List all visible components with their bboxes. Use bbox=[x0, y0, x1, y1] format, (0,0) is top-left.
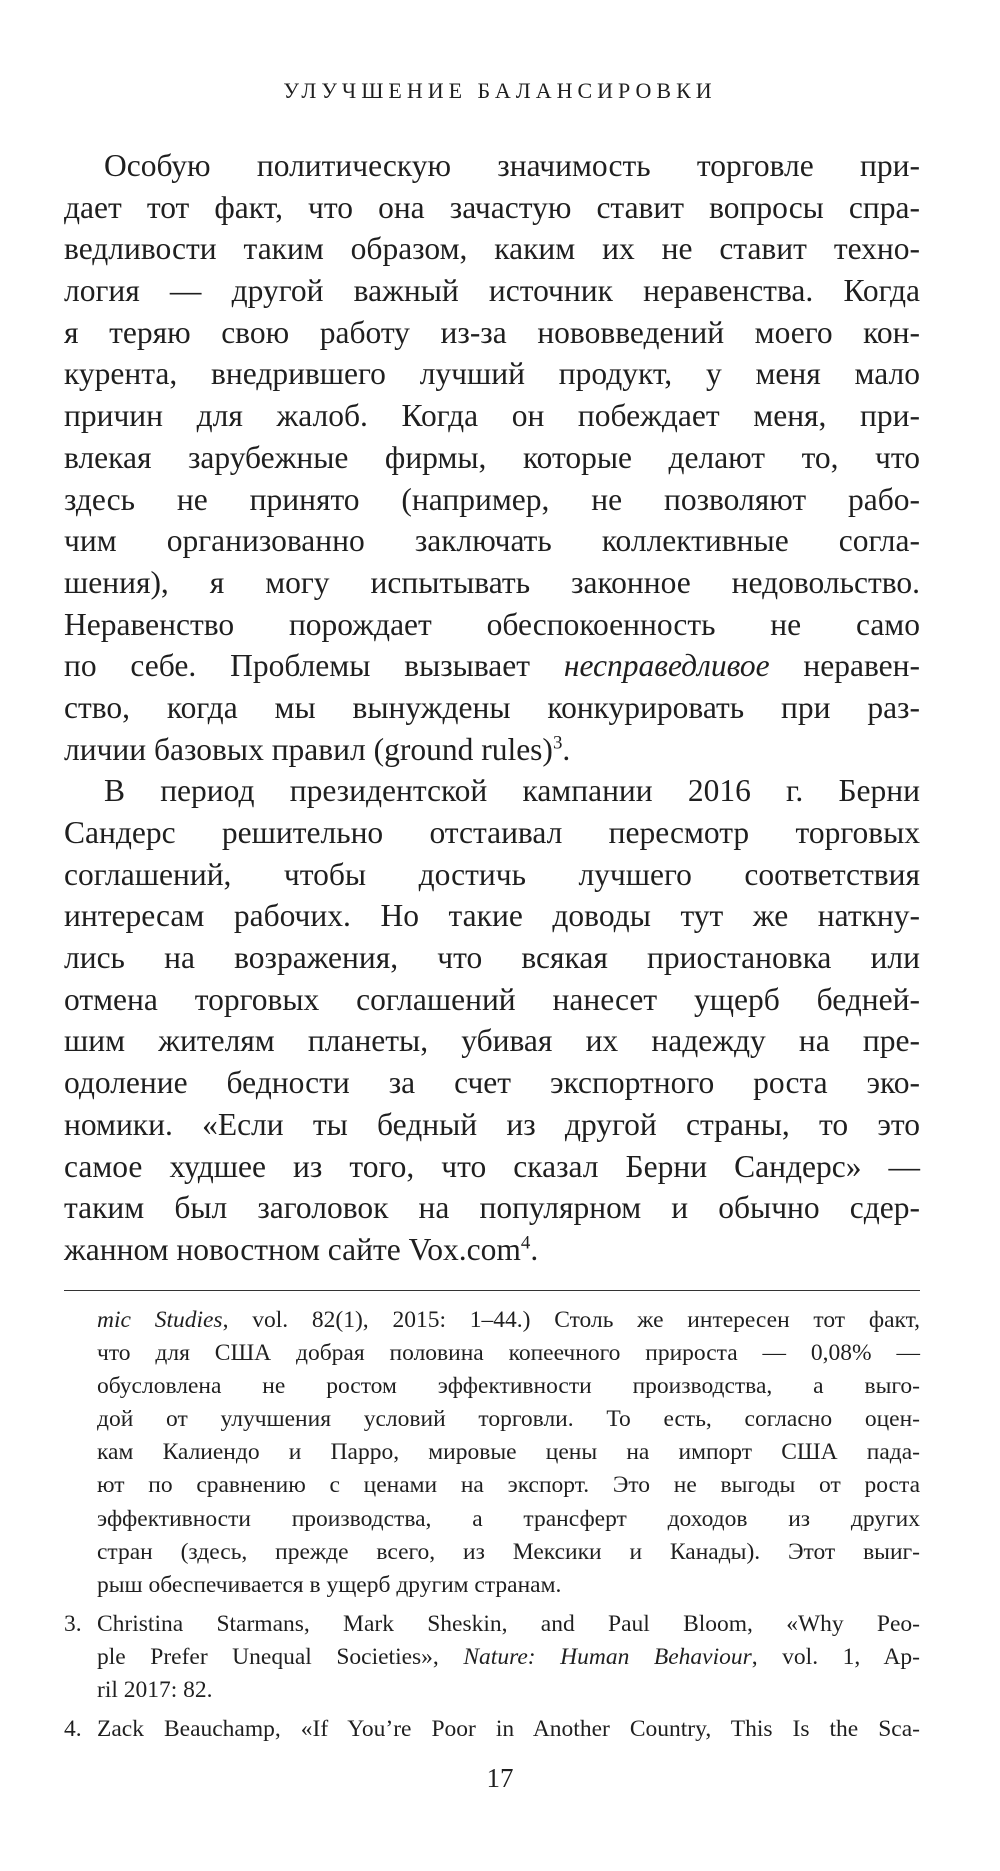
main-text bbox=[64, 145, 920, 1271]
footnote-number: 4. bbox=[64, 1716, 82, 1743]
text-segment: . bbox=[530, 1231, 539, 1267]
page-number: 17 bbox=[486, 1763, 514, 1793]
text-line: таким был заголовок на популярном и обычно сдер- bbox=[64, 1190, 920, 1226]
footnote-line: дой от улучшения условий торговли. То есть, согласно оцен- bbox=[97, 1406, 920, 1433]
footnote-line bbox=[64, 1608, 920, 1641]
text-line: я теряю свою работу из-за нововведений моего кон- bbox=[64, 314, 920, 350]
footnote-line bbox=[64, 1713, 920, 1746]
footnote-divider bbox=[64, 1290, 920, 1291]
text-line: номики. «Если ты бедный из другой страны, то это bbox=[64, 1106, 920, 1142]
text-line: дает тот факт, что она зачастую ставит вопросы спра- bbox=[64, 189, 920, 225]
footnote-line bbox=[64, 1304, 920, 1337]
text-segment: Zack Beauchamp, «If You’re Poor in Another Country, This Is the Sca- bbox=[97, 1716, 920, 1743]
text-segment: по себе. Проблемы вызывает bbox=[64, 648, 531, 684]
text-line: шения), я могу испытывать законное недовольство. bbox=[64, 564, 920, 600]
text-line: влекая зарубежные фирмы, которые делают то, что bbox=[64, 439, 920, 475]
text-segment: ple Prefer Unequal Societies», bbox=[97, 1643, 439, 1670]
footnotes bbox=[64, 1304, 920, 1746]
footnote-line: стран (здесь, прежде всего, из Мексики и Канады). Этот выиг- bbox=[97, 1538, 920, 1565]
emphasis: несправедливое bbox=[563, 648, 770, 684]
text-line: соглашений, чтобы достичь лучшего соответствия bbox=[64, 856, 920, 892]
footnote-ref[interactable]: 4 bbox=[520, 1232, 531, 1254]
text-segment: , vol. 82(1), 2015: 1–44.) Столь же интересен тот факт, bbox=[222, 1307, 920, 1333]
text-line bbox=[64, 645, 920, 687]
text-segment: личии базовых правил (ground rules) bbox=[64, 731, 553, 767]
text-segment: жанном новостном сайте Vox.com bbox=[64, 1231, 521, 1267]
footnote-line: рыш обеспечивается в ущерб другим странам. bbox=[97, 1571, 562, 1598]
text-line: здесь не принято (например, не позволяют рабо- bbox=[64, 481, 920, 517]
text-line: одоление бедности за счет экспортного роста эко- bbox=[64, 1065, 920, 1101]
text-line: В период президентской кампании 2016 г. Берни bbox=[104, 773, 920, 809]
text-line: ство, когда мы вынуждены конкурировать при раз- bbox=[64, 689, 920, 725]
text-line bbox=[64, 1229, 920, 1271]
footnote-line: обусловлена не ростом эффективности производства, а выго- bbox=[97, 1373, 920, 1400]
text-line: чим организованно заключать коллективные согла- bbox=[64, 523, 920, 559]
text-segment: неравен- bbox=[803, 648, 920, 684]
text-line: интересам рабочих. Но такие доводы тут же наткну- bbox=[64, 898, 920, 934]
text-line: отмена торговых соглашений нанесет ущерб бедней- bbox=[64, 981, 920, 1017]
text-line: логия — другой важный источник неравенства. Когда bbox=[64, 273, 920, 309]
text-line: лись на возражения, что всякая приостановка или bbox=[64, 940, 920, 976]
text-segment: . bbox=[562, 731, 571, 767]
emphasis: Nature: Human Behaviour bbox=[463, 1643, 752, 1670]
text-line bbox=[64, 729, 920, 771]
footnote-line: эффективности производства, а трансферт доходов из других bbox=[97, 1505, 920, 1532]
text-line: причин для жалоб. Когда он побеждает меня, при- bbox=[64, 398, 920, 434]
footnote-line: ют по сравнению с ценами на экспорт. Это не выгоды от роста bbox=[97, 1472, 920, 1499]
text-line: Сандерс решительно отстаивал пересмотр торговых bbox=[64, 815, 920, 850]
text-line: Особую политическую значимость торговле при- bbox=[104, 148, 920, 183]
footnote-ref[interactable]: 3 bbox=[552, 732, 563, 754]
footnote-line: кам Калиендо и Парро, мировые цены на импорт США пада- bbox=[97, 1439, 920, 1466]
running-head: УЛУЧШЕНИЕ БАЛАНСИРОВКИ bbox=[283, 78, 717, 103]
text-line: самое худшее из того, что сказал Берни Сандерс» — bbox=[64, 1148, 920, 1184]
text-line: шим жителям планеты, убивая их надежду на пре- bbox=[64, 1023, 920, 1059]
text-line: Неравенство порождает обеспокоенность не само bbox=[64, 606, 920, 642]
text-segment: Christina Starmans, Mark Sheskin, and Paul Bloom, «Why Peo- bbox=[97, 1610, 920, 1637]
footnote-line: ril 2017: 82. bbox=[97, 1677, 213, 1704]
footnote-line bbox=[64, 1641, 920, 1674]
text-segment: , vol. 1, Ap- bbox=[751, 1643, 921, 1670]
text-line: ведливости таким образом, каким их не ставит техно- bbox=[64, 231, 920, 267]
footnote-number: 3. bbox=[64, 1610, 82, 1637]
emphasis: mic Studies bbox=[97, 1307, 223, 1333]
text-line: курента, внедрившего лучший продукт, у меня мало bbox=[64, 356, 920, 392]
footnote-line: что для США добрая половина копеечного прироста — 0,08% — bbox=[97, 1340, 920, 1367]
